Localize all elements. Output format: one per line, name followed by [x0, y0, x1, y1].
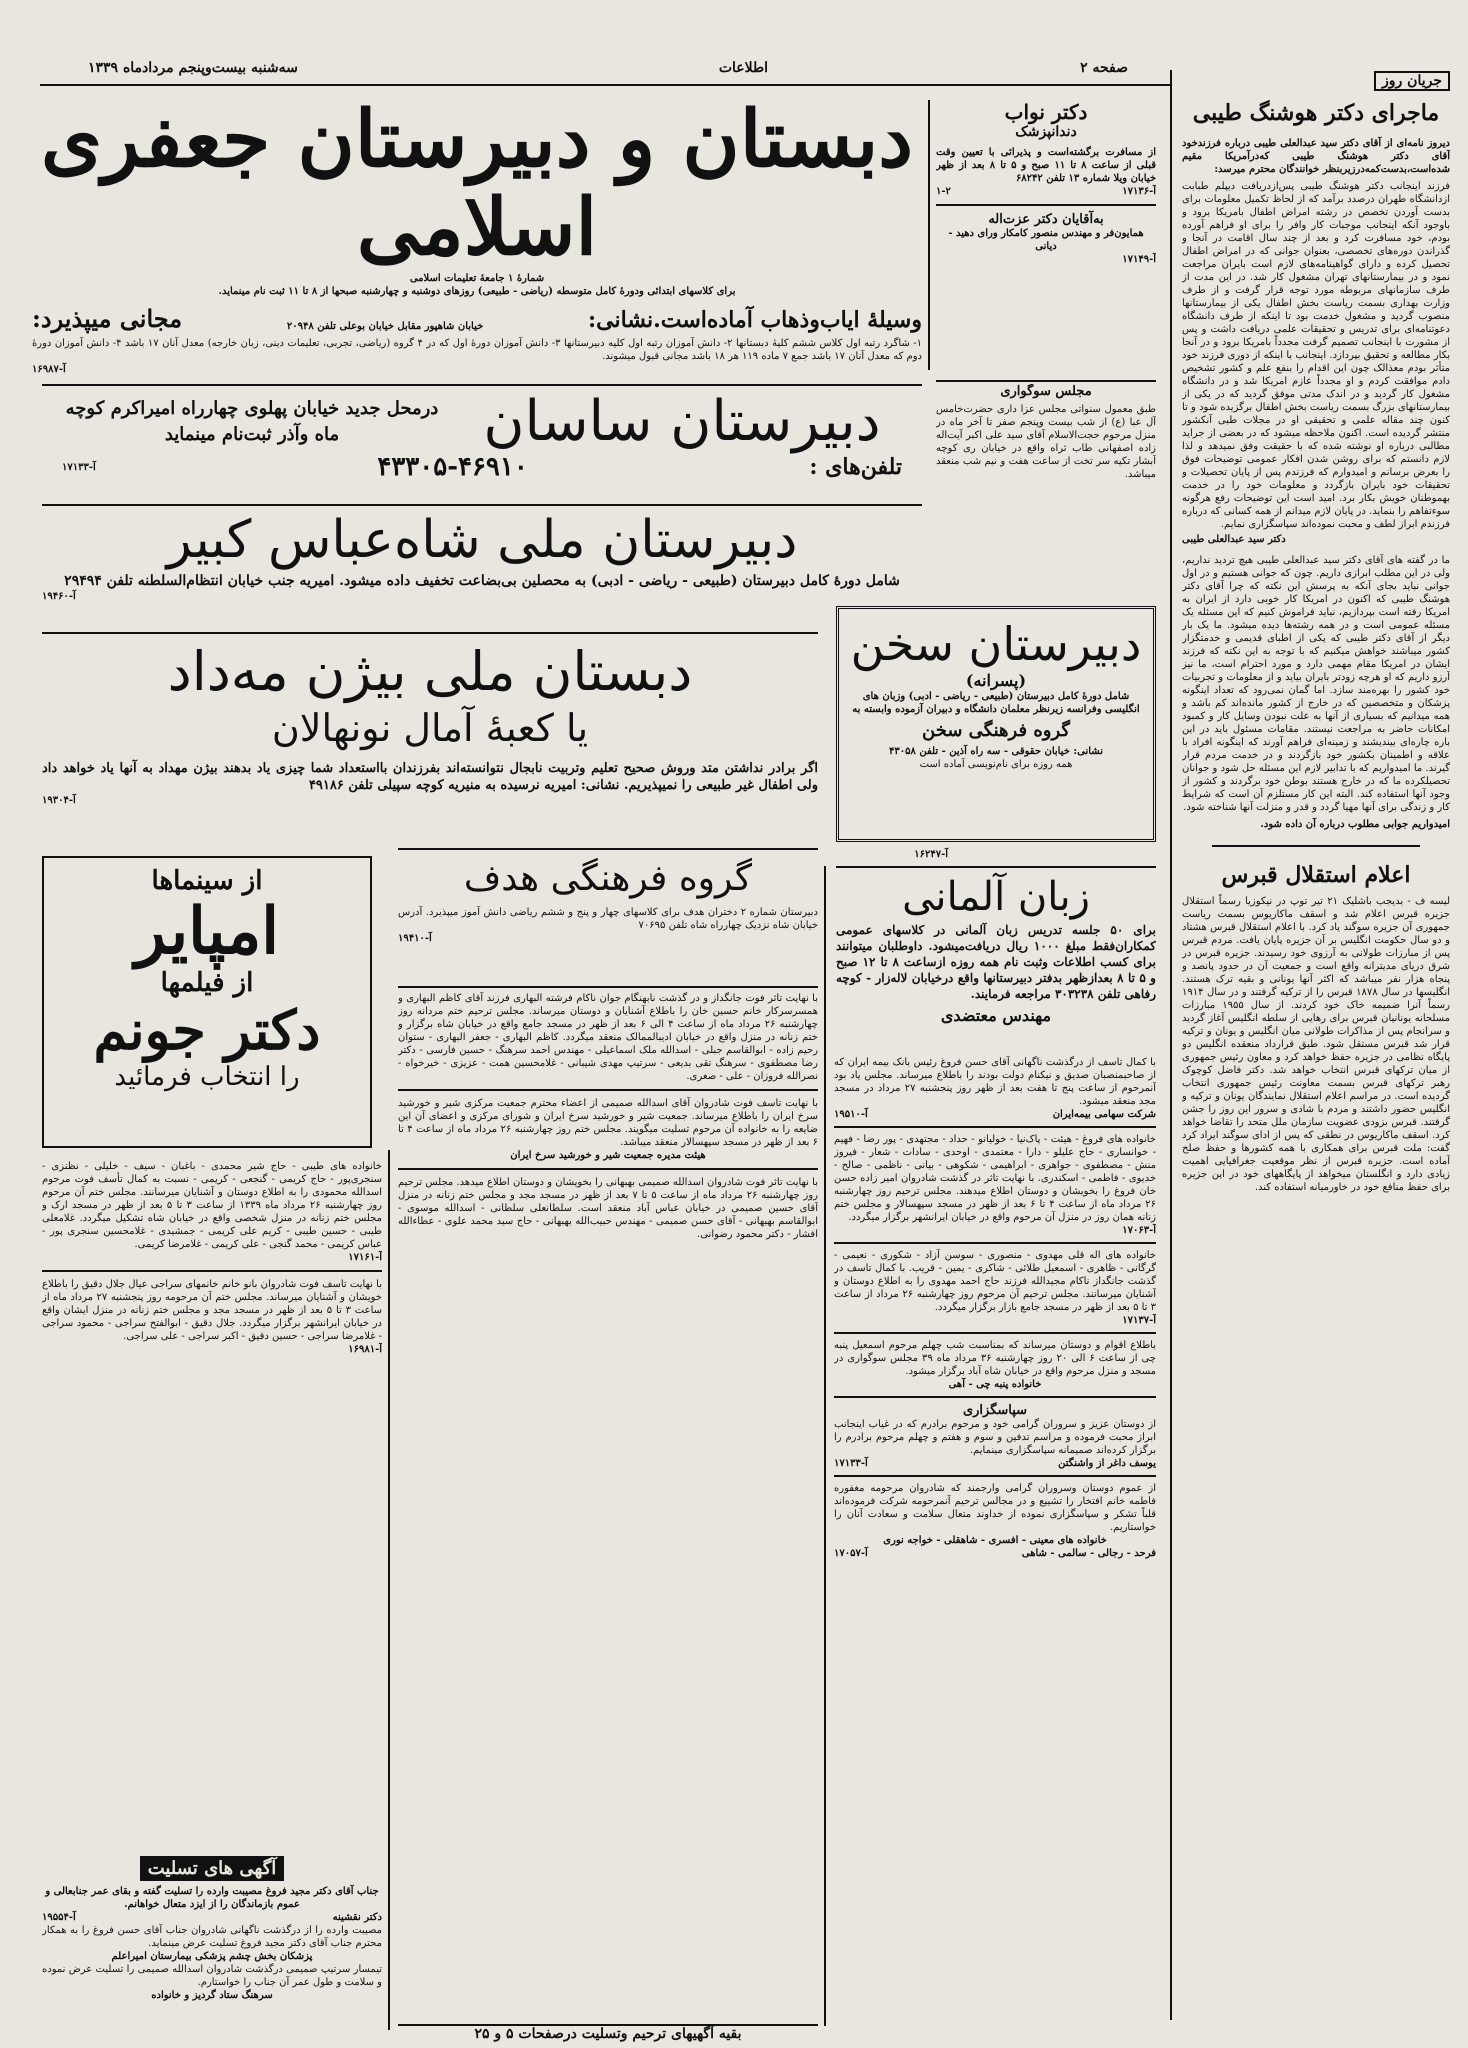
notice-c-divider-5 [834, 1475, 1156, 1477]
cinema-top: از سینماها [151, 866, 263, 896]
notice-seraji: با نهایت تاسف فوت شادروان بانو خانم خانمهای سراجی عیال جلال دقیق را باطلاع خویشان و آشنایان میرساند. مجلس ختم آن مرحومه روز پنجشنبه ۲۷ مرداد ماه از ساعت ۳ تا ۵ بعد از ظهر در مسجد مجد و مجلس ختم زنانه در منزل ایشان واقع در خیابان ایرانشهر برگزار میگردد. جلال دقیق - ابوالفتح سراجی - محمود سراجی - غلامرضا سراجی - حسین دقیق - اکبر سراجی - علی سراجی. [42, 1279, 382, 1342]
navab-code-2: ۱-۲ [936, 186, 951, 197]
notice-b-divider-2 [398, 1168, 818, 1170]
jafari-transport: وسیلهٔ ایاب‌وذهاب آماده‌است.نشانی: [588, 307, 922, 333]
navab-rule [928, 100, 930, 370]
bijan-code: آ-۱۹۳۰۴ [42, 795, 76, 806]
thanks-sign-2: خانواده های معینی - افسری - شاهقلی - خواجه نوری [883, 1535, 1107, 1546]
notice-red-lion-sign: هیئت مدیره جمعیت شیر و خورشید سرخ ایران [510, 1150, 706, 1161]
congrats-text: همایون‌فر و مهندس منصور کامکار ورای دهید - دیانی [948, 228, 1144, 252]
mourning-title: مجلس سوگواری [1000, 384, 1092, 399]
navab-role: دندانپزشک [1015, 124, 1077, 140]
sokhan-code: آ-۱۶۲۴۷ [914, 849, 948, 860]
bijan-text: اگر برادر نداشتن متد وروش صحیح تعلیم وتربیت نابجال نتوانسته‌اند بفرزندان بااستعداد شما چیزی یاد بدهند بیژن مهداد به آنها یاد خواهد داد ولی اطفال غیر طبیعی را نمیپذیریم. نشانی: امیریه نرسیده به منیریه کوچه سپیلی تلفن ۴۹۱۸۶ [42, 761, 818, 793]
sasan-phones-label: تلفن‌های : [809, 454, 902, 480]
notice-forough-bank-sign: شرکت سهامی بیمه‌ایران [1052, 1109, 1156, 1120]
condolence-title: آگهی های تسلیت [140, 1856, 285, 1881]
sokhan-group: گروه فرهنگی سخن [922, 720, 1070, 741]
condolence-text-2: مصیبت وارده را از درگذشت ناگهانی شادروان جناب آقای حسن فروغ را به همکار محترم جناب آقای دکتر مجید فروغ تسلیت عرض مینماید. [42, 1925, 382, 1949]
ad-shah-abbas [42, 508, 922, 628]
notice-c-divider-2 [834, 1242, 1156, 1244]
cinema-film: دکتر جونم [93, 998, 321, 1062]
ad-bijan-mahdad [42, 640, 818, 840]
ad-navab [936, 100, 1156, 350]
paper-name: اطلاعات [718, 60, 768, 76]
sidebar-column [1182, 70, 1450, 2010]
jafari-text: برای کلاسهای ابتدائی ودورهٔ کامل متوسطه (ریاضی - طبیعی) روزهای دوشنبه و چهارشنبه صبحها از ۸ تا ۱۱ ثبت نام مینماید. [218, 286, 736, 297]
sasan-code: آ-۱۷۱۳۳ [62, 461, 96, 473]
thanks-text: از دوستان عزیز و سروران گرامی خود و مرحوم برادرم که در غیاب اینجانب ابراز محبت فرموده و مراسم تدفین و سوم و هفتم و چهلم مرحوم برادرم را برگزار کرده‌اند صمیمانه سپاسگزاری مینمایم. [834, 1419, 1156, 1456]
jafari-address: خیابان شاهپور مقابل خیابان بوعلی تلفن ۲۰۹۴۸ [286, 321, 484, 332]
sidebar-closing: امیدواریم جوابی مطلوب درباره آن داده شود. [1260, 819, 1450, 830]
sokhan-subtitle: (پسرانه) [965, 671, 1027, 690]
notices-column-b [398, 992, 818, 2032]
ad-cinema-empire [42, 856, 372, 1148]
abbas-rule [42, 504, 922, 506]
issue-date: سه‌شنبه بیست‌وپنجم مردادماه ۱۳۳۹ [88, 60, 298, 76]
notice-tayyebi-code: آ-۱۷۱۶۱ [348, 1252, 382, 1263]
cinema-name: امپایر [135, 894, 279, 969]
notice-seraji-code: آ-۱۶۹۸۱ [348, 1344, 382, 1355]
sidebar-divider [1212, 845, 1420, 847]
sokhan-address: نشانی: خیابان حقوقی - سه راه آذین - تلفن ۴۳۰۵۸ [889, 746, 1103, 757]
ad-sokhan [836, 606, 1156, 842]
navab-code: آ-۱۷۱۳۶ [1122, 186, 1156, 197]
notice-b-divider-1 [398, 1089, 818, 1091]
condolence-sign-1: دکتر نقشینه [332, 1912, 382, 1923]
bijan-subtitle: یا کعبهٔ آمال نونهالان [271, 706, 589, 750]
sidebar-intro: دیروز نامه‌ای از آقای دکتر سید عبدالعلی طیبی درباره فرزندخود آقای دکتر هوشنگ طیبی که‌درآمریکا مقیم شده‌است،بدست‌کمه‌درزیر‌بنظر خوانندگان محترم میرسد: [1182, 138, 1450, 175]
german-title: زبان آلمانی [902, 874, 1090, 920]
hadaf-title: گروه فرهنگی هدف [463, 858, 753, 899]
ad-german [836, 872, 1156, 1048]
column-tag: جریان روز [1374, 71, 1450, 91]
notice-albahari: با نهایت تاثر فوت جانگداز و در گذشت نابهنگام جوان ناکام فرشته البهاری فرزند آقای کاظم البهاری و همسرسرکار خانم حسین خان را باطلاع آشنایان و دوستان میرساند. مجلس ترحیم ختم مردانه روز چهارشنبه ۲۶ مرداد ماه از ساعت ۴ الی ۶ بعد از ظهر در مسجد جامع واقع در خیابان شاه برگزار و ختم زنانه در منزل واقع در خیابان ادیبالممالک منعقد میگردد. کاظم البهاری - جعفر البهاری - ستوان رحیم زاده - ابوالقاسم جبلی - اسدالله ملک اسماعیلی - مهندس احمد سرهنگ - حسین فارسی - دکتر رضا مصطفوی - سرهنگ تقی بدیعی - سرتیپ مهدی شیبانی - غلامحسین همت - عزیزی - خیرخواه - نصرالله فروزان - علی - صغری. [398, 993, 818, 1082]
sokhan-note: همه روزه برای نام‌نویسی آماده است [919, 759, 1073, 770]
footer-continuation: بقیه آگهیهای ترحیم وتسلیت درصفحات ۵ و ۲۵ [474, 2026, 742, 2042]
cinema-mid: از فیلمها [160, 968, 254, 998]
german-rule [836, 866, 1156, 868]
notice-forough-bank: با کمال تاسف از درگذشت ناگهانی آقای حسن فروغ رئیس بانک بیمه ایران که از صاحبمنصبان صدیق و نیکنام دولت بودند را باطلاع میرساند. مجلس یاد بود آنمرحوم از ساعت پنج تا هفت بعد از ظهر روز پنجشنبه ۲۷ مرداد در مسجد مجد منعقد میشود. [834, 1057, 1156, 1107]
sidebar-signature: دکتر سید عبدالعلی طیبی [1182, 534, 1286, 545]
hadaf-rule [398, 848, 818, 850]
bijan-title: دبستان ملی بیژن مه‌داد [167, 640, 693, 703]
condolence-text-3: تیمسار سرتیپ صمیمی درگذشت شادروان اسدالله صمیمی را تسلیت عرض نموده و سلامت و طول عمر آن جناب را خواستارم. [42, 1964, 382, 1988]
condolence-code-1: آ-۱۹۵۵۴ [42, 1912, 76, 1923]
sidebar-title: ماجرای دکتر هوشنگ طیبی [1192, 100, 1440, 126]
notices-c-rule [824, 866, 826, 2026]
sokhan-title: دبیرستان سخن [850, 617, 1142, 671]
notice-c-divider-1 [834, 1126, 1156, 1128]
sidebar-letter: فرزند اینجانب دکتر هوشنگ طیبی پس‌ازدریافت دیپلم طبابت ازدانشگاه طهران درصدد برآمد که از لحاظ تکمیل معلومات برای بدست آوردن تخصص در رشته امراض اطفال بامریکا برود و باوجود آنکه اینجانب موجبات کار وافر را برای او فراهم آورده بودم، خود مسافرت کرد و بعد از چند سال اقامت در آنجا و گذراندن دوره‌های تخصصی، بعنوان جوانی که در امراض اطفال تحصیل کرده و دارای گواهینامه‌های لازم است بایران مراجعت نمود و در بیمارستانهای تهران مشغول کار شد. در این مدت از طرف سازمانهای مربوطه مورد توجه قرار گرفت و از طرف وزارت بهداری بسمت ریاست بخش اطفال یکی از بیمارستانها منصوب گردید و مشغول خدمت بود تا اینکه از طرف دانشگاه دعوتنامه‌ای برای تدریس و تحقیقات علمی دریافت داشت و پس از مشورت با اینجانب تصمیم گرفت مجدداً بامریکا برود و در آنجا بکار مطالعه و تحقیق بپردازد. اینجانب با اینکه از دوری فرزند خود متأثر بودم معذالک چون این اقدام را بنفع علم و کشور تشخیص دادم موافقت کردم و او مجدداً عازم امریکا شد و در دانشگاه مشغول کار گردید و در اندک مدتی موفق گردید که در یکی از بیمارستانهای بزرگ بسمت ریاست بخش اطفال برگزیده شود و تا کنون چند مقاله علمی و تحقیقی او در مجلات طبی آنکشور منتشر گردیده است. اکنون ملاحظه میشود که در بعضی از جراید مطالبی درباره او نوشته شده که با حقیقت وفق نمیدهد و لذا لازم دانستم که برای روشن شدن افکار عمومی توضیحات فوق را بعرض برسانم و امیدوارم که فرزندم پس از پایان تحصیلات و تحقیقات خود بایران بازگردد و معلومات خود را در خدمت بهموطنان خویش بکار برد. امید است این توضیحات رفع هرگونه سوءتفاهم را بنماید. در پایان لازم میدانم از همه کسانی که درباره فرزندم ابراز لطف و محبت نموده‌اند سپاسگزاری نمایم. [1182, 181, 1450, 530]
german-text: برای ۵۰ جلسه تدریس زبان آلمانی در کلاسهای عمومی کمکاران‌فقط مبلغ ۱۰۰۰ ریال دریافت‌میشود. داوطلبان میتوانند برای کسب اطلاعات وثبت نام همه روزه ازساعت ۸ تا ۱۲ صبح و ۵ تا ۸ بعدازظهر بدفتر دبیرستانها واقع درخیابان لاله‌زار - کوچه رفاهی تلفن ۳۰۳۲۳۸ مراجعه فرمایند. [836, 923, 1156, 1001]
sidebar-rule [1170, 70, 1172, 2020]
thanks-sign-3: فرحد - رجالی - سالمی - شاهی [1021, 1548, 1156, 1559]
sokhan-text: شامل دورهٔ کامل دبیرستان (طبیعی - ریاضی - ادبی) وزبان های انگلیسی وفرانسه زیرنظر معلمان دانشگاه و دبیران آزموده وابسته به [852, 691, 1140, 715]
cyprus-title: اعلام استقلال قبرس [1221, 862, 1411, 888]
ad-jafari-school [32, 96, 922, 376]
sidebar-commentary: ما در گفته های آقای دکتر سید عبدالعلی طیبی هیچ تردید نداریم، ولی در این مطلب ابرازی داریم. چون که جوانی هستیم و در اول جوانی نباید بجای آنکه به پرسش این نکته که چرا آقای دکتر هوشنگ طیبی که اکنون در امریکا کار خوبی دارد از ایران به امریکا رفته است بپردازیم، نباید فراموش کنیم که این مسئله یک مسئله عمومی است و در همه رشته‌ها دیده میشود. ما یک بار دیگر از آقای دکتر طیبی که یکی از اطبای قدیمی و خدمتگزار کشور میباشند خواهش میکنیم که با توجه به این نکته که فرزند ایشان در امریکا مقام مهمی دارد و مورد احترام است، ما نیز آرزو داریم که او هرچه زودتر بایران بیاید و از معلومات و تجربیات خود کشور را بهره‌مند سازد. اما گمان نمی‌رود که تعداد اینگونه پزشکان و متخصصین که در خارج از کشور مانده‌اند کم باشد و همه میدانیم که بسیاری از آنها به علت نبودن وسایل کار و کمبود امکانات حاضر به مراجعت نیستند. مقامات مسئول باید در این باره چاره‌ای بیندیشند و زمینه‌ای فراهم آورند که اینگونه افراد با علاقه و اطمینان بکشور خود بازگردند و در خدمت مردم قرار گیرند. ما امیدواریم که با تدابیر لازم این مسئله حل شود و جوانان تحصیلکرده ما که در خارج هستند بوطن خود برگردند و کشور از وجود آنها استفاده کند. البته این کار مستلزم آن است که شرایط کار و زندگی برای آنها مهیا گردد و قدر و منزلت آنها شناخته شود. [1182, 555, 1450, 813]
bijan-rule [42, 632, 818, 634]
notices-b-rule [398, 986, 818, 988]
thanks-text-2: از عموم دوستان وسروران گرامی وارجمند که شادروان مرحومه مغفوره فاطمه خانم افتخار را تشییع و در مجالس ترحیم آنمرحومه شرکت فرموده‌اند قلباً تشکر و سپاسگزاری نموده از خداوند متعال سلامت و سعادت آنان را خواستاریم. [834, 1483, 1156, 1533]
notices-column-c [834, 1056, 1156, 2026]
notice-red-lion: با نهایت تاسف فوت شادروان آقای اسدالله صمیمی از اعضاء محترم جمعیت مرکزی شیر و خورشید سرخ ایران را باطلاع میرساند. جمعیت شیر و خورشید سرخ ایران و شورای مرکزی و اعضای آن این ضایعه را به خانواده آن مرحوم تسلیت میگویند. مجلس ختم روز چهارشنبه ۲۶ مرداد ماه از ساعت ۴ تا ۶ بعد از ظهر در مسجد سپهسالار منعقد میباشد. [398, 1098, 818, 1148]
notice-panbechi: باطلاع اقوام و دوستان میرساند که بمناسبت شب چهلم مرحوم اسمعیل پنبه چی از ساعت ۶ الی ۲۰ روز چهارشنبه ۳۶ مرداد ماه ۳۹ مجلس سوگواری در مسجد و منزل مرحوم واقع در خیابان شاه آباد برگزار میشود. [834, 1340, 1156, 1377]
notices-a-rule [388, 1150, 390, 2030]
notice-c-divider-3 [834, 1332, 1156, 1334]
thanks-sign: یوسف داغر از واشنگتن [1058, 1458, 1156, 1469]
jafari-title: دبستان و دبیرستان جعفری اسلامی [40, 96, 914, 273]
thanks-code-2: آ-۱۷۰۵۷ [834, 1548, 868, 1559]
abbas-text: شامل دورهٔ کامل دبیرستان (طبیعی - ریاضی - ادبی) به محصلین بی‌بضاعت تخفیف داده میشود. امیریه جنب خیابان انتظام‌السلطنه تلفن ۲۹۴۹۴ [64, 573, 900, 589]
notice-mahdavi: خانواده های اله قلی مهدوی - منصوری - سوسن آزاد - شکوری - نعیمی - گرگانی - ظاهری - اسمعیل طلائی - شاکری - یمین - قریب. با کمال تاسف در گذشت جانگداز ناکام مجیدالله فرزند حاج احمد مهدوی را به اطلاع دوستان و آشنایان میرسانند. مجلس ترحیم آن مرحوم روز چهارشنبه ۲۶ مرداد از ساعت ۳ تا ۵ بعد از ظهر در مسجد جامع بازار برگزار میگردد. [834, 1250, 1156, 1313]
header-rule [40, 84, 1170, 86]
jafari-code: آ-۱۶۹۸۷ [32, 364, 66, 375]
condolence-text-1: جناب آقای دکتر مجید فروغ مصیبت وارده را تسلیت گفته و بقای عمر جنابعالی و عموم بازماندگان را از ایزد متعال خواهانم. [45, 1886, 379, 1910]
navab-text: از مسافرت برگشته‌است و پذیرائی با تعیین وقت قبلی از ساعت ۸ تا ۱۱ صبح و ۵ تا ۸ بعد از ظهر خیابان ویلا شماره ۱۳ تلفن ۶۸۲۴۲ [936, 147, 1156, 184]
sasan-text: درمحل جدید خیابان پهلوی چهارراه امیراکرم کوچه ماه وآذر ثبت‌نام مینماید [65, 398, 439, 445]
ad-sasan [42, 392, 922, 497]
notice-samimi: با نهایت تاثر فوت شادروان اسدالله صمیمی بهبهانی را بخویشان و دوستان اطلاع میدهد. مجلس ترحیم روز چهارشنبه ۲۶ مرداد ماه از ساعت ۵ تا ۷ بعد از ظهر در مسجد مجد و مجلس ختم زنانه در منزل آقای حسین صمیمی در خیابان عباس آباد منعقد است. سلطانعلی سلطانی - اسدالله موسوی - ابوالقاسم بهبهانی - آقای حسن صمیمی - مهندس حبیب‌الله بهبهانی - حاج سید محمد علوی - عطاءالله افشار - دکتر محمود رضوانی. [398, 1177, 818, 1240]
abbas-code: آ-۱۹۴۶۰ [42, 591, 76, 602]
thanks-title: سپاسگزاری [962, 1403, 1028, 1418]
hadaf-text: دبیرستان شماره ۲ دختران هدف برای کلاسهای چهار و پنج و ششم ریاضی دانش آموز میپذیرد. آدرس خیابان شاه نزدیک چهارراه شاه تلفن ۷۰۶۹۵ [398, 907, 818, 931]
mourning-notice [936, 384, 1156, 594]
condolence-sign-2: پزشکان بخش چشم پزشکی بیمارستان امیراعلم [111, 1951, 313, 1962]
notice-forough-bank-code: آ-۱۹۵۱۰ [834, 1109, 868, 1120]
cyprus-article: لیسه ف - بدیجب باشلیک ۲۱ تیر توپ در نیکوزیا رسماً استقلال جزیره قبرس اعلام شد و اسقف ماکاریوس بسمت ریاست جمهوری آن جزیره سوگند یاد کرد. با اعلام استقلال قبرس هشتاد و دو سال حکومت انگلیس بر آن جزیره پایان یافت. مردم قبرس پس از مبارزات طولانی به آرزوی خود رسیدند. جزیره قبرس در شرق دریای مدیترانه واقع است و جمعیت آن در حدود پانصد و پنجاه هزار نفر میباشد که اکثر آنها یونانی و بقیه ترک هستند. انگلیسها در سال ۱۸۷۸ قبرس را از ترکیه گرفتند و در سال ۱۹۱۴ رسماً آنرا ضمیمه خاک خود کردند. از سال ۱۹۵۵ مبارزات مسلحانه یونانیان قبرس برای رهایی از سلطه انگلیس آغاز گردید و سرانجام پس از مذاکرات طولانی میان انگلیس و یونان و ترکیه قرار شد قبرس مستقل شود. طبق قرارداد منعقده انگلیس دو پایگاه نظامی در جزیره حفظ خواهد کرد و معاون رئیس جمهوری از میان ترکهای قبرس انتخاب خواهد شد. دکتر فاضل کوچوک رهبر ترکهای قبرس بسمت معاونت رئیس جمهوری انتخاب گردیده است. در مراسم اعلام استقلال نمایندگان یونان و ترکیه و انگلیس حضور داشتند و مردم با شادی و سرور این روز را جشن گرفتند. قبرس بزودی عضویت سازمان ملل متحد را تقاضا خواهد کرد. اسقف ماکاریوس در نطقی که پس از ادای سوگند ایراد کرد گفت: ملت قبرس برای همکاری با همه کشورها و حفظ صلح آماده است. جزیره قبرس از نظر موقعیت جغرافیایی اهمیت زیادی دارد و انگلستان میخواهد از پایگاههای خود در این جزیره برای حفظ منافع خود در خاورمیانه استفاده کند. [1182, 896, 1450, 1193]
notice-mahdavi-code: آ-۱۷۱۳۷ [1122, 1315, 1156, 1326]
notice-forough-family-code: آ-۱۷۰۶۳ [1122, 1225, 1156, 1236]
page-number: صفحه ۲ [1080, 60, 1128, 76]
notice-c-divider-4 [834, 1396, 1156, 1398]
jafari-free: مجانی میپذیرد: [32, 304, 183, 333]
jafari-conditions: ۱- شاگرد رتبه اول کلاس ششم کلیهٔ دبستانها ۲- دانش آموزان رتبه اول کلیه دبیرستانها ۳- دانش آموزان دورهٔ اول که در ۴ گروه (ریاضی، تجربی، تعلیمات دینی، زبان خارجه) معدل آنان ۱۷ باشد ۴- دانش آموزان دورهٔ دوم که معدل آنان ۱۷ باشد جمع ۷ ماده ۱۱۹ هر ۱۸ باشد مجانی قبول میشوند. [32, 338, 922, 362]
sasan-rule [42, 384, 922, 386]
jafari-subtitle: شمارهٔ ۱ جامعهٔ تعلیمات اسلامی [409, 273, 545, 284]
notice-panbechi-sign: خانواده پنبه چی - آهی [948, 1379, 1042, 1390]
condolence-sign-3: سرهنگ ستاد گردیز و خانواده [151, 1990, 273, 2001]
notice-tayyebi-family: خانواده های طیبی - حاج شیر محمدی - باغبان - سیف - خلیلی - نظنزی - سنجری‌پور - حاج کریمی - گنجعی - کریمی - نسبت به کمال تأسف فوت مرحوم اسدالله محمودی را به اطلاع دوستان و آشنایان میرسانند. مجلس ختم آن مرحوم روز چهارشنبه ۲۶ مرداد ماه ۱۳۳۹ از ساعت ۳ تا ۵ بعد از ظهر در مسجد ارک و مجلس ختم زنانه در منزل شخصی واقع در خیابان شاه تشکیل میگردد. غلامعلی طیبی - حسین طیبی - کریم علی کریمی - جمشیدی - غلامحسین سنجری پور - عباس کریمی - محمد گنجی - علی کریمی - غلامرضا کریمی. [42, 1161, 382, 1250]
notice-a-divider [42, 1270, 382, 1272]
abbas-title: دبیرستان ملی شاه‌عباس کبیر [166, 510, 798, 570]
german-sign: مهندس معتضدی [940, 1006, 1052, 1025]
notice-forough-family: خانواده های فروغ - هیئت - پاک‌نیا - خولیانو - حداد - مجتهدی - پور رضا - فهیم - خوانساری - حاج علیلو - دارا - معتمدی - اوحدی - سادات - شعار - فیروز منش - مصطفوی - جواهری - ابراهیمی - شکوهی - بیانی - ناظمی - صالح - خدیوی - فاطمی - اسکندری. با نهایت تاثر در گذشت شادروان امیر زاده حسن خان فروغ را بخویشان و دوستان اطلاع میدهند. مجلس ترحیم روز چهارشنبه ۲۶ مرداد ماه از ساعت ۴ تا ۶ بعد از ظهر در مسجد سپهسالار و مجلس ختم زنانه همان روز در منزل آن مرحوم واقع در خیابان ایرانشهر برگزار میگردد. [834, 1134, 1156, 1223]
navab-divider [936, 204, 1156, 206]
cinema-bottom: را انتخاب فرمائید [114, 1062, 300, 1092]
condolence-ads [42, 1856, 382, 2026]
congrats-title: به‌آقایان دکتر عزت‌اله [988, 212, 1104, 227]
mourning-text: طبق معمول سنواتی مجلس عزا داری حضرت‌خامس آل عبا (ع) از شب بیست وپنجم صفر تا آخر ماه در منزل مرحوم حجت‌الاسلام آقای سید علی اکبر آیت‌اله زاده اصفهانی طاب ثراه واقع در خیابان ری کوچه آبشار تکیه سر تخت از ساعت هفت و نیم شب منعقد میباشد. [936, 404, 1156, 480]
notices-column-a [42, 1160, 382, 1850]
congrats-code: آ-۱۷۱۴۹ [1122, 254, 1156, 265]
navab-name: دکتر نواب [1004, 100, 1088, 124]
ad-hadaf [398, 856, 818, 984]
thanks-code: آ-۱۷۱۳۳ [834, 1458, 868, 1469]
sasan-title: دبیرستان ساسان [483, 392, 881, 454]
sasan-phones: ۴۳۳۰۵-۴۶۹۱۰ [377, 452, 528, 482]
mourning-rule [936, 380, 1156, 382]
hadaf-code: آ-۱۹۴۱۰ [398, 933, 432, 944]
